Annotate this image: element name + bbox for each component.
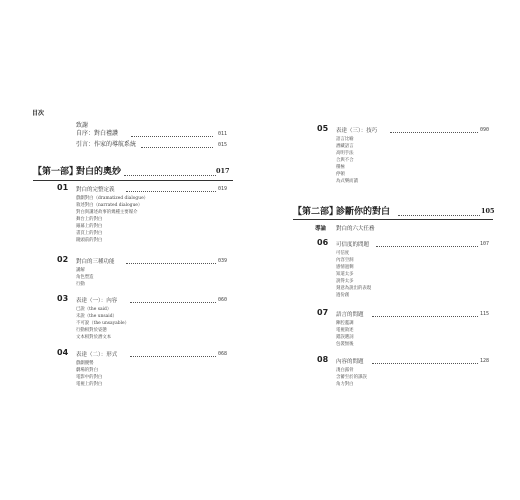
subsection-list	[336, 367, 367, 388]
chapter-title: 對白的三種功能	[76, 259, 115, 265]
dot-leader	[390, 132, 478, 133]
subsection-item: 陳腔濫調	[336, 321, 354, 326]
chapter-number: 03	[57, 294, 69, 303]
part-title: 診斷你的對白	[336, 207, 391, 217]
chapter-title: 可信度的問題	[336, 242, 370, 248]
dot-leader	[141, 147, 213, 148]
intro-label: 導論	[315, 226, 327, 232]
subsection-item: 行動相對於姿態	[76, 328, 107, 333]
subsection-item: 為式樂而讀	[336, 179, 358, 184]
subsection-list	[336, 320, 354, 348]
subsection-item: 角色塑造	[76, 275, 94, 280]
dot-leader	[126, 191, 216, 192]
chapter-number: 07	[317, 308, 329, 317]
subsection-item: 停頓	[336, 172, 345, 177]
dot-leader	[124, 175, 216, 176]
subsection-item: 劇場的對白	[76, 368, 98, 373]
chapter-title: 表達（二）：形式	[76, 352, 118, 358]
page-number: 019	[218, 186, 228, 192]
subsection-item: 高明手法	[336, 151, 354, 156]
subsection-item: 文本相對於潛文本	[76, 335, 112, 340]
subsection-item: 感情過剩	[336, 265, 354, 270]
part-title: 對白的奧妙	[76, 167, 122, 177]
subsection-item: 含蓄至於的謬誤	[336, 375, 367, 380]
subsection-item: 鏡頭前的對白	[76, 238, 103, 243]
subsection-list	[76, 360, 102, 388]
subsection-item: 刻意為說出的表現	[336, 286, 372, 291]
part-rule	[33, 180, 233, 181]
chapter-title: 語言的問題	[336, 312, 364, 318]
page-number: 107	[480, 241, 490, 247]
subsection-item: 不可說（the unsayable）	[76, 321, 129, 326]
page-number: 115	[480, 311, 490, 317]
dot-leader	[372, 316, 478, 317]
intro-title: 對白的六大任務	[336, 226, 375, 232]
subsection-item: 合與不合	[336, 158, 354, 163]
subsection-item: 電影中的對白	[76, 375, 103, 380]
subsection-item: 角力對白	[336, 382, 354, 387]
subsection-item: 內容空洞	[336, 258, 354, 263]
subsection-item: 錯誤選詞	[336, 335, 354, 340]
dot-leader	[372, 363, 478, 364]
right-page	[260, 0, 520, 500]
subsection-item: 積極	[336, 165, 345, 170]
part-rule	[293, 219, 493, 220]
subsection-item: 銀幕上的對白	[76, 224, 103, 229]
subsection-item: 包裝無後	[336, 342, 354, 347]
subsection-item: 戲劇對白（dramatized dialogue）	[76, 196, 149, 201]
chapter-title: 對白的完整定義	[76, 187, 115, 193]
subsection-item: 舞台上的對白	[76, 217, 103, 222]
page-number: 068	[218, 351, 228, 357]
chapter-number: 08	[317, 355, 329, 364]
subsection-item: 敘述對白（narrated dialogue）	[76, 203, 143, 208]
part-page-number: 105	[481, 207, 495, 215]
subsection-item: 過份創	[336, 293, 350, 298]
subsection-item: 書頁上的對白	[76, 231, 103, 236]
subsection-item: 潛藏語言	[336, 144, 354, 149]
subsection-item: 行動	[76, 282, 85, 287]
dot-leader	[130, 302, 216, 303]
dot-leader	[376, 246, 478, 247]
part-label: 【第一部】	[33, 167, 79, 177]
subsection-item: 未說（the unsaid）	[76, 314, 117, 319]
subsection-item: 對白與講述故事的幾種主要媒介	[76, 210, 138, 215]
subsection-item: 戲劇優勢	[76, 361, 94, 366]
front-matter-item: 致謝	[76, 122, 89, 129]
subsection-item: 淺白露骨	[336, 368, 354, 373]
subsection-item: 知道太多	[336, 272, 354, 277]
dot-leader	[398, 215, 480, 216]
subsection-item: 講解	[76, 268, 85, 273]
chapter-number: 02	[57, 255, 69, 264]
subsection-item: 電視上的對白	[76, 382, 103, 387]
subsection-item: 說得太多	[336, 279, 354, 284]
page-number: 090	[480, 127, 490, 133]
front-matter-item: 自序：對白禮讚	[76, 130, 119, 137]
page-number: 039	[218, 258, 228, 264]
subsection-list	[76, 306, 129, 341]
chapter-number: 06	[317, 238, 329, 247]
page-number: 060	[218, 297, 228, 303]
part-page-number: 017	[216, 167, 230, 175]
subsection-item: 已說（the said）	[76, 307, 112, 312]
chapter-title: 表達（一）：內容	[76, 298, 118, 304]
subsection-list	[336, 250, 371, 299]
page-number: 015	[218, 142, 228, 148]
dot-leader	[130, 356, 216, 357]
subsection-item: 語言比喻	[336, 137, 354, 142]
chapter-number: 01	[57, 183, 69, 192]
page-number: 011	[218, 131, 228, 137]
subsection-item: 電視敘述	[336, 328, 354, 333]
chapter-number: 05	[317, 124, 329, 133]
toc-title: 目次	[32, 110, 45, 117]
subsection-list	[336, 136, 358, 185]
chapter-number: 04	[57, 348, 69, 357]
subsection-list	[76, 195, 148, 244]
part-label: 【第二部】	[293, 207, 339, 217]
subsection-list	[76, 267, 94, 288]
subsection-item: 可信度	[336, 251, 350, 256]
page-number: 128	[480, 358, 490, 364]
chapter-title: 表達（三）：技巧	[336, 128, 378, 134]
dot-leader	[131, 136, 213, 137]
chapter-title: 內容的問題	[336, 359, 364, 365]
front-matter-item: 引言：作家的導航系統	[76, 141, 137, 148]
dot-leader	[126, 263, 216, 264]
